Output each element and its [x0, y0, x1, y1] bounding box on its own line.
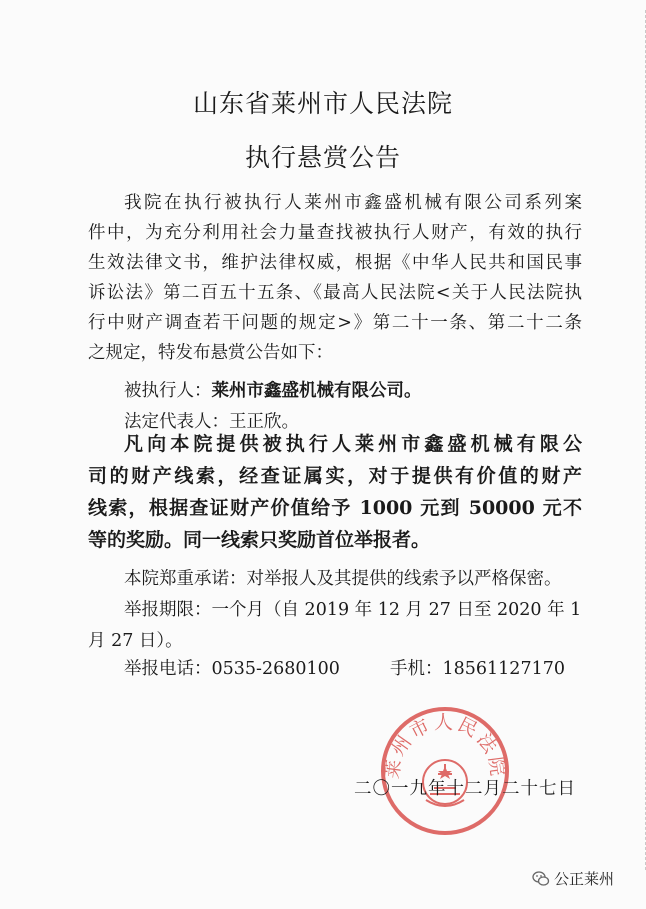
mobile-group	[390, 655, 565, 680]
legal-rep-label: 法定代表人：	[124, 412, 229, 432]
reward-line: 等的奖励。同一线索只奖励首位举报者。	[88, 529, 431, 551]
commitment-line: 本院郑重承诺：对举报人及其提供的线索予以严格保密。	[124, 569, 562, 589]
respondent-line	[124, 377, 422, 402]
period-line-1: 举报期限：一个月（自 2019 年 12 月 27 日至 2020 年 1	[124, 600, 582, 620]
reward-block	[88, 428, 582, 556]
court-name: 山东省莱州市人民法院	[192, 89, 453, 118]
watermark-text: 公正莱州	[554, 870, 615, 888]
mobile-label: 手机：	[390, 659, 443, 679]
notice-body	[88, 188, 582, 368]
reward-line: 司的财产线索，经查证属实，对于提供有价值的财产	[88, 465, 582, 487]
phone-label: 举报电话：	[124, 659, 212, 679]
body-line: 行中财产调查若干问题的规定>》第二十一条、第二十二条	[88, 313, 582, 333]
reward-line: 线索，根据查证财产价值给予 1000 元到 50000 元不	[88, 497, 582, 519]
body-line: 我院在执行被执行人莱州市鑫盛机械有限公司系列案	[124, 193, 582, 213]
respondent-value: 莱州市鑫盛机械有限公司。	[211, 381, 422, 401]
reward-line: 凡向本院提供被执行人莱州市鑫盛机械有限公	[124, 433, 582, 455]
notice-title: 执行悬赏公告	[244, 143, 401, 172]
wechat-watermark	[532, 868, 614, 889]
body-line: 之规定，特发布悬赏公告如下：	[88, 343, 333, 363]
mobile-value: 18561127170	[442, 659, 565, 679]
wechat-icon	[532, 871, 550, 887]
phone-group	[124, 655, 340, 680]
body-line: 件中，为充分利用社会力量查找被执行人财产，有效的执行	[88, 223, 582, 243]
period-line-2: 月 27 日）。	[88, 631, 183, 651]
legal-rep-value: 王正欣。	[229, 412, 299, 432]
phone-value: 0535-2680100	[211, 659, 340, 679]
contact-line	[124, 655, 584, 680]
body-line: 诉讼法》第二百五十五条、《最高人民法院<关于人民法院执	[88, 283, 582, 303]
issue-date: 二〇一九年十二月二十七日	[354, 779, 576, 799]
respondent-label: 被执行人：	[124, 381, 212, 401]
court-seal	[378, 704, 512, 838]
seal-text: 莱州市人民法院	[381, 711, 509, 781]
body-line: 生效法律文书，维护法律权威，根据《中华人民共和国民事	[88, 253, 582, 273]
